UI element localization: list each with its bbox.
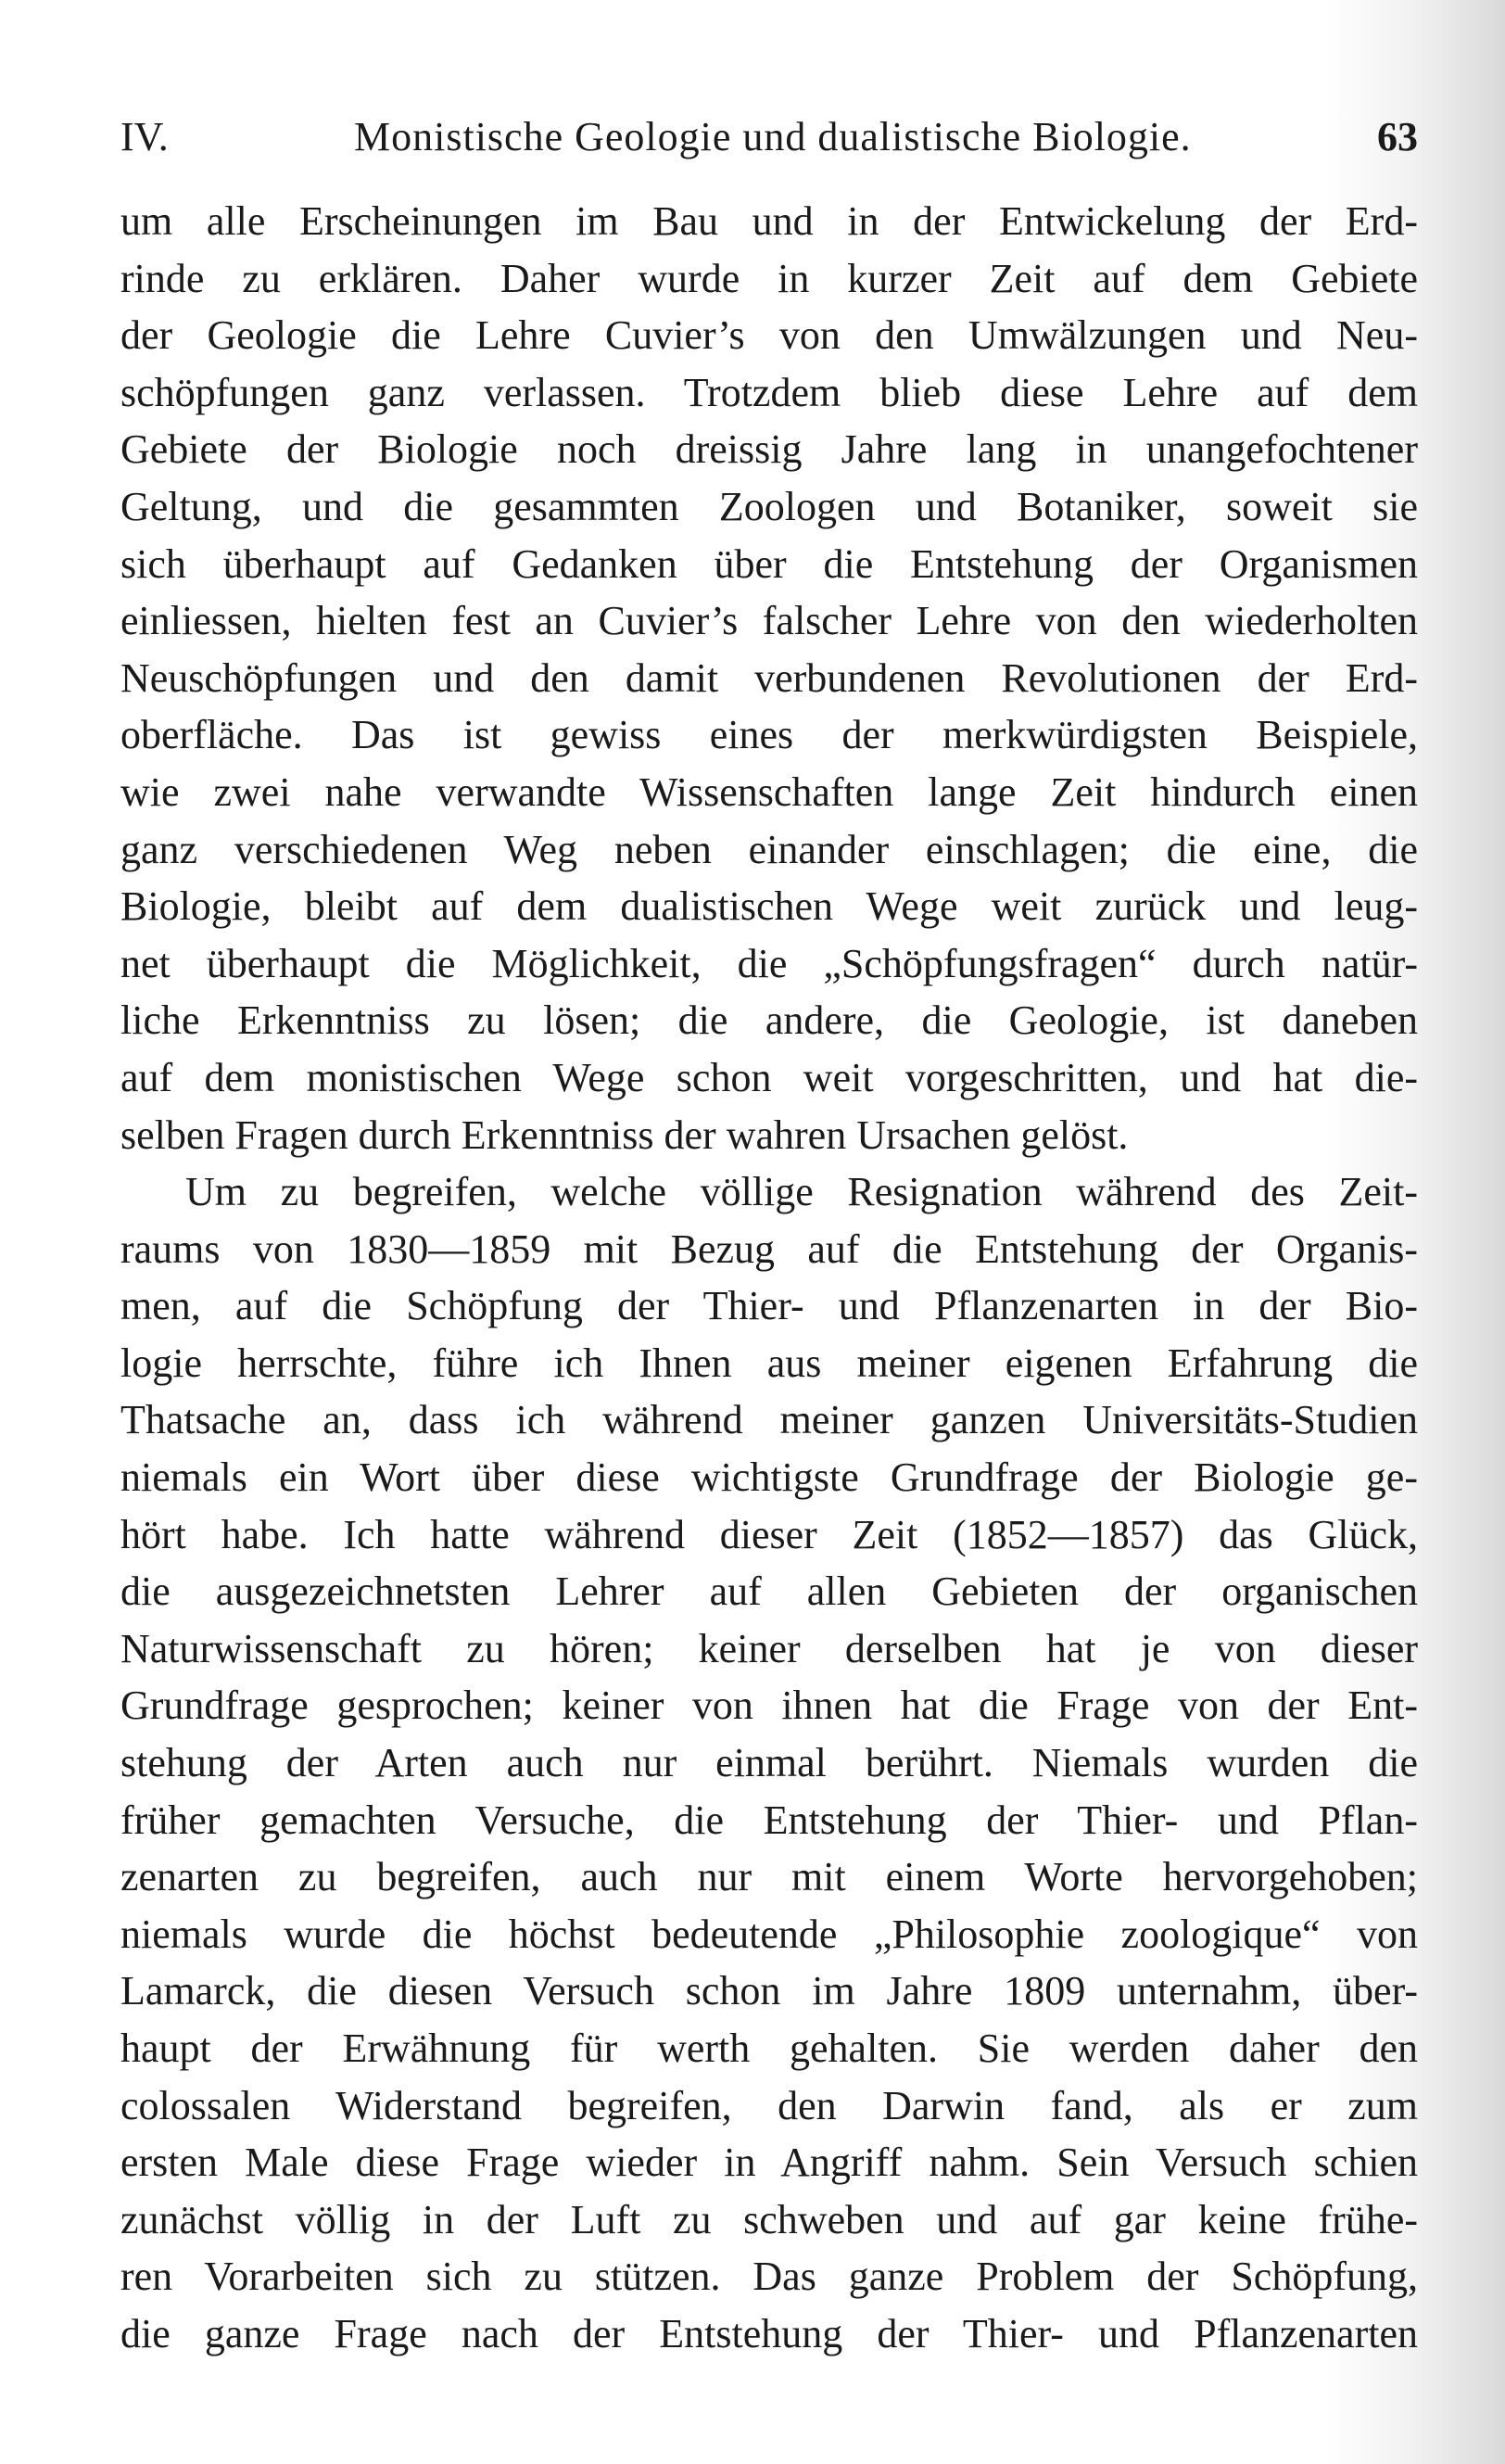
text-line: Thatsache an, dass ich während meiner ganzen Universitäts-Studien (120, 1397, 1418, 1443)
text-line: Naturwissenschaft zu hören; keiner derselben hat je von dieser (120, 1625, 1418, 1671)
text-line: der Geologie die Lehre Cuvier’s von den Umwälzungen und Neu- (120, 312, 1418, 359)
text-line: auf dem monistischen Wege schon weit vorgeschritten, und hat die- (120, 1054, 1418, 1100)
text-line: schöpfungen ganz verlassen. Trotzdem blieb diese Lehre auf dem (120, 369, 1418, 415)
paragraph-first-line: Um zu begreifen, welche völlige Resignation während des Zeit- (185, 1169, 1418, 1215)
text-line: ren Vorarbeiten sich zu stützen. Das ganze Problem der Schöpfung, (120, 2254, 1418, 2300)
text-line: Geltung, und die gesammten Zoologen und Botaniker, soweit sie (120, 483, 1418, 529)
text-line: einliessen, hielten fest an Cuvier’s falscher Lehre von den wiederholten (120, 598, 1418, 644)
text-line: die ausgezeichnetsten Lehrer auf allen Gebieten der organischen (120, 1569, 1418, 1615)
text-line: früher gemachten Versuche, die Entstehung der Thier- und Pflan- (120, 1797, 1418, 1843)
page-number: 63 (1377, 114, 1418, 159)
text-line: stehung der Arten auch nur einmal berührt. Niemals wurden die (120, 1740, 1418, 1786)
text-line: oberfläche. Das ist gewiss eines der merkwürdigsten Beispiele, (120, 712, 1418, 758)
text-line: zenarten zu begreifen, auch nur mit einem Worte hervorgehoben; (120, 1854, 1418, 1900)
text-line: haupt der Erwähnung für werth gehalten. Sie werden daher den (120, 2026, 1418, 2071)
text-line: niemals wurde die höchst bedeutende „Philosophie zoologique“ von (120, 1911, 1418, 1957)
text-line: Gebiete der Biologie noch dreissig Jahre lang in unangefochtener (120, 426, 1418, 473)
text-line: raums von 1830—1859 mit Bezug auf die Entstehung der Organis- (120, 1226, 1418, 1272)
text-line: wie zwei nahe verwandte Wissenschaften lange Zeit hindurch einen (120, 768, 1418, 815)
body-text (120, 193, 1418, 2363)
page-header (120, 109, 1418, 165)
chapter-number: IV. (120, 114, 169, 159)
paragraph-last-line: selben Fragen durch Erkenntniss der wahren Ursachen gelöst. (120, 1111, 1129, 1158)
text-line: Biologie, bleibt auf dem dualistischen Wege weit zurück und leug- (120, 883, 1418, 930)
text-line: ganz verschiedenen Weg neben einander einschlagen; die eine, die (120, 826, 1418, 872)
text-line: hört habe. Ich hatte während dieser Zeit (1852—1857) das Glück, (120, 1511, 1418, 1557)
text-line: rinde zu erklären. Daher wurde in kurzer Zeit auf dem Gebiete (120, 255, 1418, 301)
text-line: die ganze Frage nach der Entstehung der Thier- und Pflanzenarten (120, 2310, 1418, 2356)
running-title: Monistische Geologie und dualistische Biologie. (354, 114, 1192, 159)
text-line: liche Erkenntniss zu lösen; die andere, die Geologie, ist daneben (120, 997, 1418, 1044)
text-line: Lamarck, die diesen Versuch schon im Jahre 1809 unternahm, über- (120, 1968, 1418, 2014)
text-line: Grundfrage gesprochen; keiner von ihnen hat die Frage von der Ent- (120, 1683, 1418, 1729)
text-line: ersten Male diese Frage wieder in Angriff nahm. Sein Versuch schien (120, 2140, 1418, 2186)
text-line: men, auf die Schöpfung der Thier- und Pflanzenarten in der Bio- (120, 1283, 1418, 1329)
text-line: net überhaupt die Möglichkeit, die „Schöpfungsfragen“ durch natür- (120, 940, 1418, 986)
text-line: sich überhaupt auf Gedanken über die Entstehung der Organismen (120, 540, 1418, 587)
text-line: zunächst völlig in der Luft zu schweben und auf gar keine frühe- (120, 2196, 1418, 2242)
text-line: logie herrschte, führe ich Ihnen aus meiner eigenen Erfahrung die (120, 1340, 1418, 1386)
text-line: um alle Erscheinungen im Bau und in der Entwickelung der Erd- (120, 198, 1418, 244)
text-line: Neuschöpfungen und den damit verbundenen Revolutionen der Erd- (120, 654, 1418, 701)
text-line: niemals ein Wort über diese wichtigste Grundfrage der Biologie ge- (120, 1454, 1418, 1501)
text-line: colossalen Widerstand begreifen, den Darwin fand, als er zum (120, 2082, 1418, 2128)
